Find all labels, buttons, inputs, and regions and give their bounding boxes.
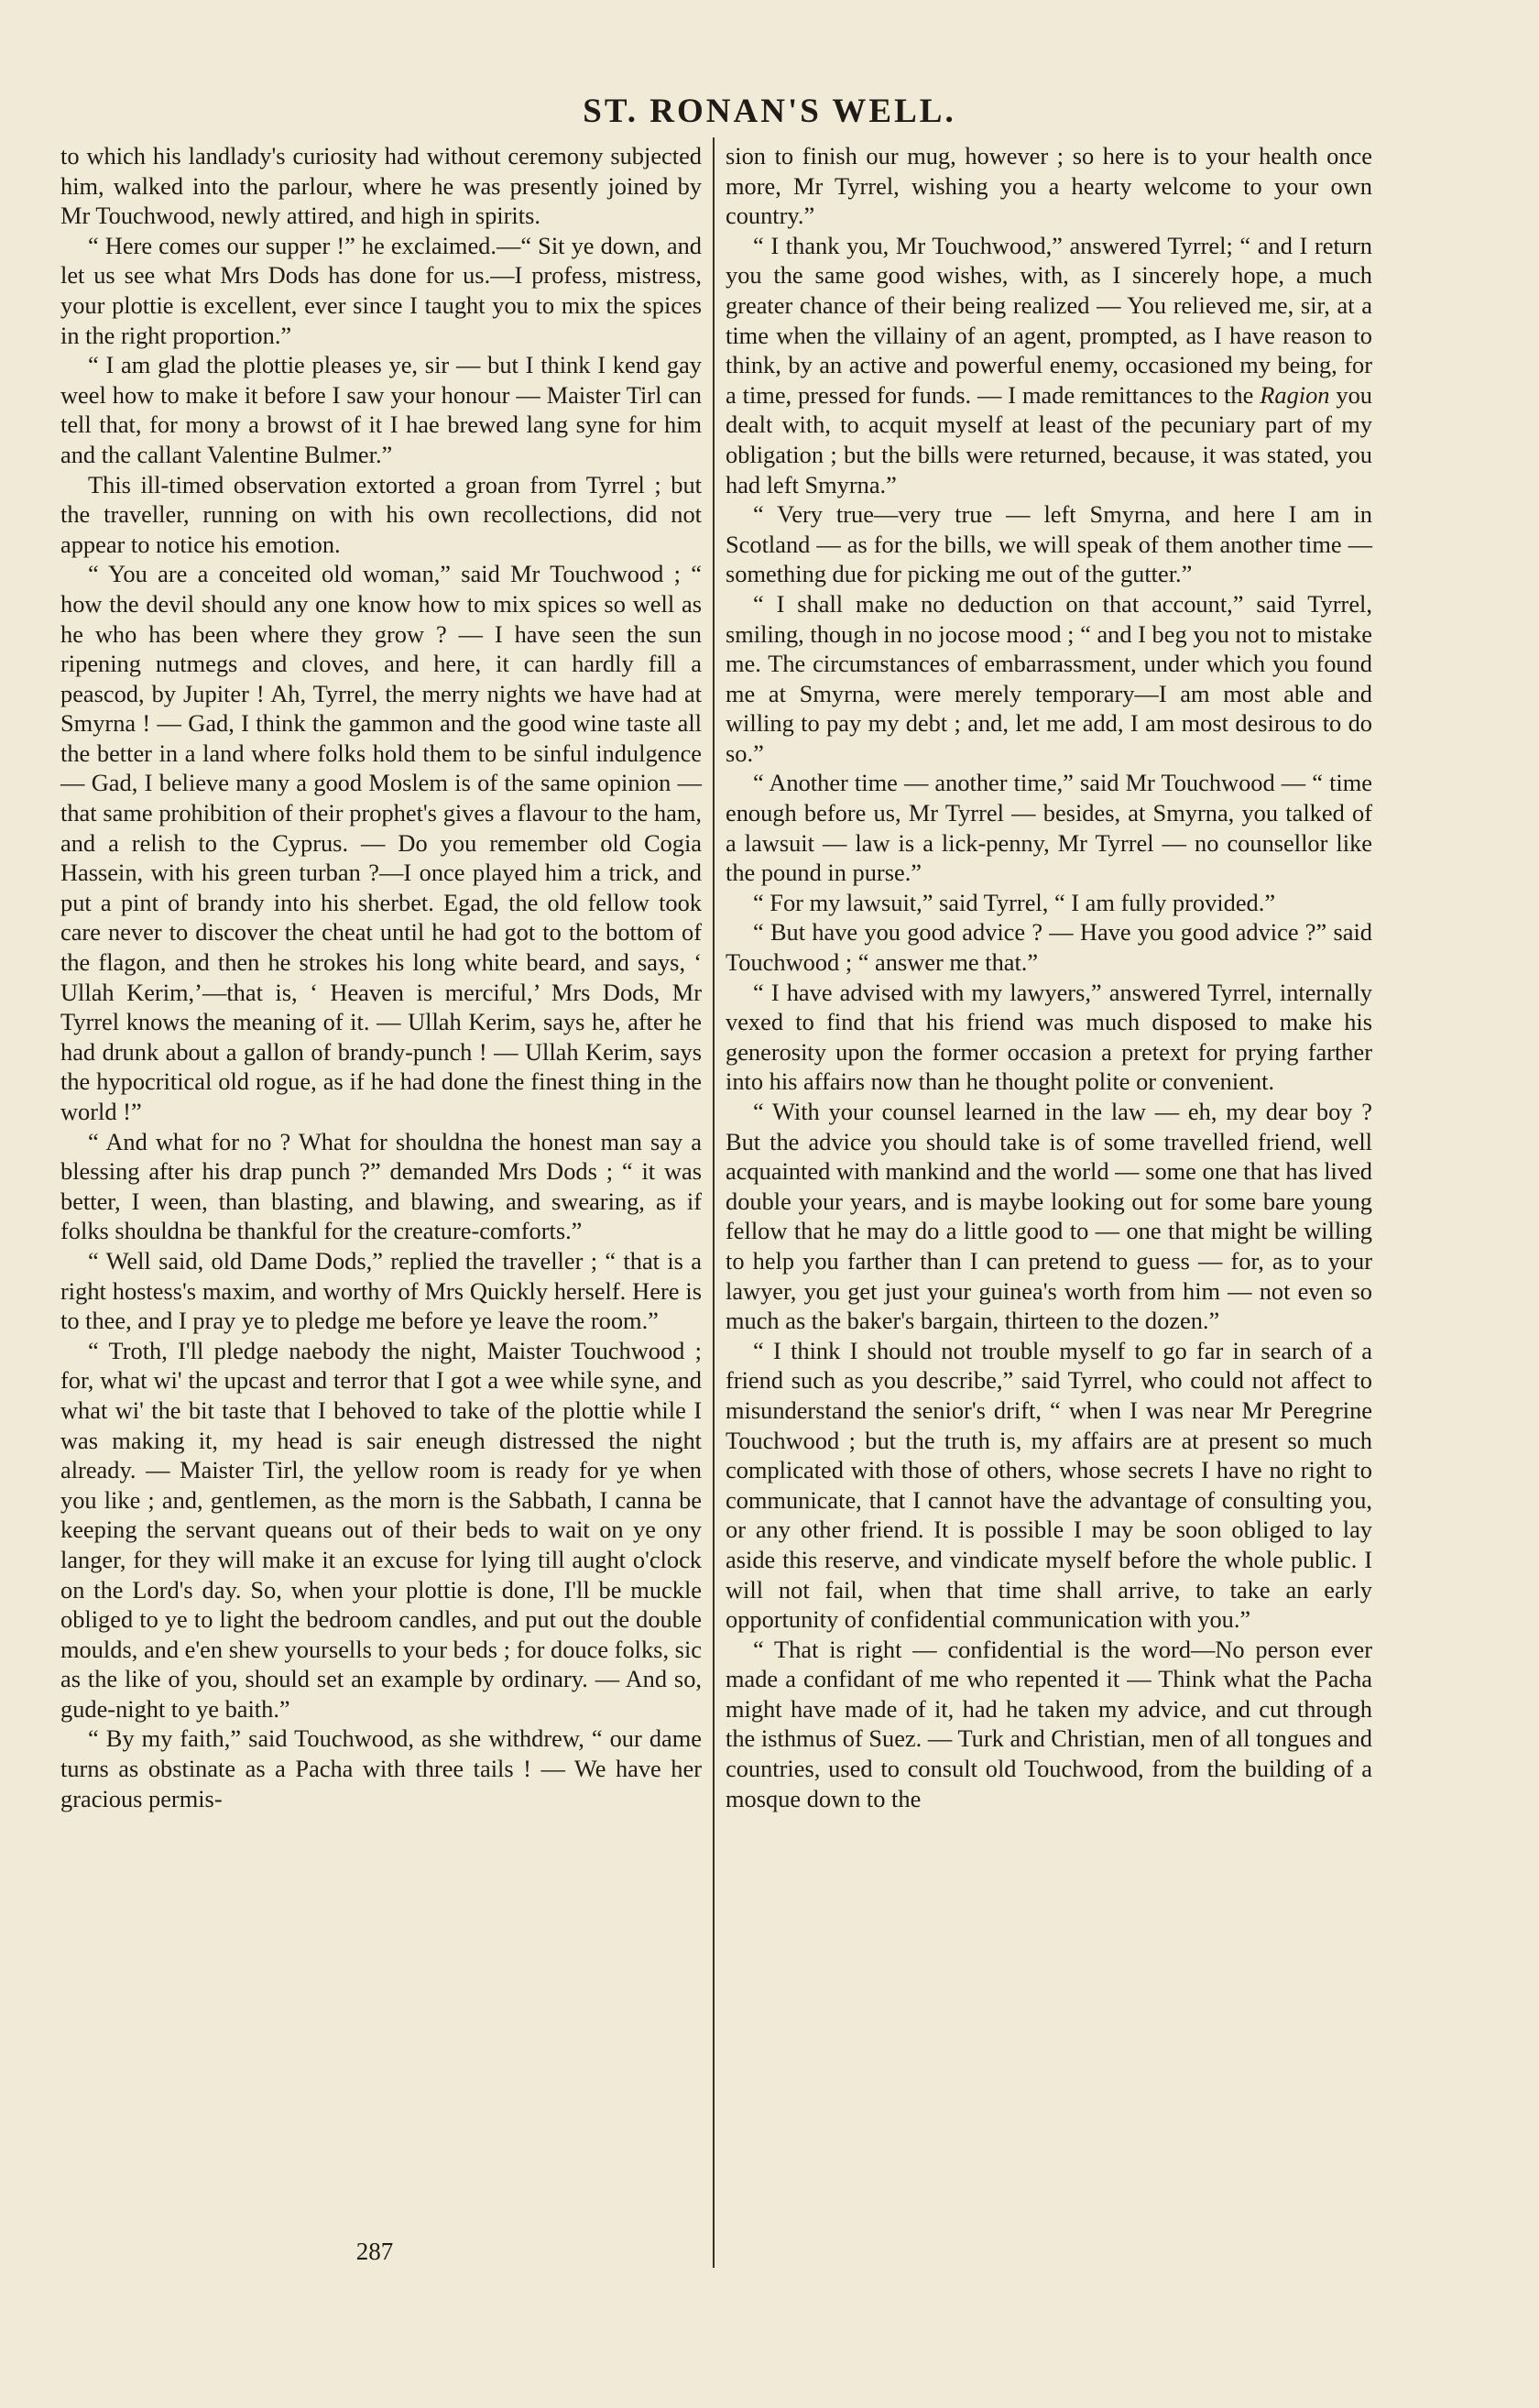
paragraph: “ You are a conceited old woman,” said Mr Touchwood ; “ how the devil should any one know how to mix spices so well as he who has been where they grow ? — I have seen the sun ripening nutmegs and cloves, and here, it can hardly fill a peascod, by Jupiter ! Ah, Tyrrel, the merry nights we have had at Smyrna ! — Gad, I think the gammon and the good wine taste all the better in a land where folks hold them to be sinful indulgence — Gad, I believe many a good Moslem is of the same opinion — that same prohibition of their prophet's gives a flavour to the ham, and a relish to the Cyprus. — Do you remember old Cogia Hassein, with his green turban ?—I once played him a trick, and put a pint of brandy into his sherbet. Egad, the old fellow took care never to discover the cheat until he had got to the bottom of the flagon, and then he strokes his long white beard, and says, ‘ Ullah Kerim,’—that is, ‘ Heaven is merciful,’ Mrs Dods, Mr Tyrrel knows the meaning of it. — Ullah Kerim, says he, after he had drunk about a gallon of brandy-punch ! — Ullah Kerim, says the hypocritical old rogue, as if he had done the finest thing in the world !” <box>60 560 702 1125</box>
paragraph: “ And what for no ? What for shouldna the honest man say a blessing after his drap punch ?” demanded Mrs Dods ; “ it was better, I ween, than blasting, and blawing, and swearing, as if folks shouldna be thankful for the creature-comforts.” <box>60 1127 702 1245</box>
column-divider <box>713 137 715 2268</box>
italic-term: Ragion <box>1260 380 1330 409</box>
paragraph: “ Troth, I'll pledge naebody the night, Maister Touchwood ; for, what wi' the upcast and terror that I got a wee while syne, and what wi' the bit taste that I behoved to take of the plottie while I was making it, my head is sair eneugh distressed the night already. — Maister Tirl, the yellow room is ready for ye when you like ; and, gentlemen, as the morn is the Sabbath, I canna be keeping the servant queans out of their beds to wait on ye ony langer, for they will make it an excuse for lying till aught o'clock on the Lord's day. So, when your plottie is done, I'll be muckle obliged to ye to light the bedroom candles, and put out the double moulds, and e'en shew yoursells to your beds ; for douce folks, sic as the like of you, should set an example by ordinary. — And so, gude-night to ye baith.” <box>60 1336 702 1723</box>
page-number: 287 <box>355 2238 394 2265</box>
paragraph: “ I have advised with my lawyers,” answered Tyrrel, internally vexed to find that his friend was much disposed to make his generosity upon the former occasion a pretext for prying farther into his affairs now than he thought polite or convenient. <box>726 978 1372 1096</box>
left-text-column <box>60 141 702 1813</box>
paragraph: “ Very true—very true — left Smyrna, and here I am in Scotland — as for the bills, we will speak of them another time — something due for picking me out of the gutter.” <box>726 500 1372 588</box>
paragraph: “ I shall make no deduction on that account,” said Tyrrel, smiling, though in no jocose mood ; “ and I beg you not to mistake me. The circumstances of embarrassment, under which you found me at Smyrna, were merely temporary—I am most able and willing to pay my debt ; and, let me add, I am most desirous to do so.” <box>726 589 1372 767</box>
paragraph: “ Well said, old Dame Dods,” replied the traveller ; “ that is a right hostess's maxim, and worthy of Mrs Quickly herself. Here is to thee, and I pray ye to pledge me before ye leave the room.” <box>60 1246 702 1335</box>
paragraph: “ Here comes our supper !” he exclaimed.—“ Sit ye down, and let us see what Mrs Dods has done for us.—I profess, mistress, your plottie is excellent, ever since I taught you to mix the spices in the right proportion.” <box>60 231 702 349</box>
paragraph: “ Another time — another time,” said Mr Touchwood — “ time enough before us, Mr Tyrrel — besides, at Smyrna, you talked of a lawsuit — law is a lick-penny, Mr Tyrrel — no counsellor like the pound in purse.” <box>726 769 1372 887</box>
paragraph: “ I am glad the plottie pleases ye, sir — but I think I kend gay weel how to make it before I saw your honour — Maister Tirl can tell that, for mony a browst of it I hae brewed lang syne for him and the callant Valentine Bulmer.” <box>60 351 702 468</box>
paragraph: “ With your counsel learned in the law — eh, my dear boy ? But the advice you should take is of some travelled friend, well acquainted with mankind and the world — some one that has lived double your years, and is maybe looking out for some bare young fellow that he may do a little good to — one that might be willing to help you farther than I can pretend to guess — for, as to your lawyer, you get just your guinea's worth from him — not even so much as the baker's bargain, thirteen to the dozen.” <box>726 1098 1372 1335</box>
paragraph: “ For my lawsuit,” said Tyrrel, “ I am fully provided.” <box>753 888 1276 916</box>
paragraph: This ill-timed observation extorted a groan from Tyrrel ; but the traveller, running on with his own recollections, did not appear to notice his emotion. <box>60 470 702 558</box>
paragraph: “ I thank you, Mr Touchwood,” answered Tyrrel; “ and I return you the same good wishes, with, as I sincerely hope, a much greater chance of their being realized — You relieved me, sir, at a time when the villainy of an agent, prompted, as I have reason to think, by an active and powerful enemy, occasioned my being, for a time, pressed for funds. — I made remittances to the Ragion you dealt with, to acquit myself at least of the pecuniary part of my obligation ; but the bills were returned, because, it was stated, you had left Smyrna.” <box>726 231 1372 498</box>
paragraph: “ By my faith,” said Touchwood, as she withdrew, “ our dame turns as obstinate as a Pacha with three tails ! — We have her gracious permis- <box>60 1724 702 1812</box>
right-text-column <box>726 141 1372 1813</box>
paragraph: “ That is right — confidential is the word—No person ever made a confidant of me who repented it — Think what the Pacha might have made of it, had he taken my advice, and cut through the isthmus of Suez. — Turk and Christian, men of all tongues and countries, used to consult old Touchwood, from the building of a mosque down to the <box>726 1635 1372 1812</box>
paragraph: “ I think I should not trouble myself to go far in search of a friend such as you describe,” said Tyrrel, who could not affect to misunderstand the senior's drift, “ when I was near Mr Peregrine Touchwood ; but the truth is, my affairs are at present so much complicated with those of others, whose secrets I have no right to communicate, that I cannot have the advantage of consulting you, or any other friend. It is possible I may be soon obliged to lay aside this reserve, and vindicate myself before the whole public. I will not fail, when that time shall arrive, to take an early opportunity of confidential communication with you.” <box>726 1336 1372 1634</box>
paragraph: “ But have you good advice ? — Have you good advice ?” said Touchwood ; “ answer me that.” <box>726 918 1372 977</box>
paragraph: sion to finish our mug, however ; so here is to your health once more, Mr Tyrrel, wishing you a hearty welcome to your own country.” <box>726 142 1372 230</box>
paragraph: to which his landlady's curiosity had without ceremony subjected him, walked into the parlour, where he was presently joined by Mr Touchwood, newly attired, and high in spirits. <box>60 142 702 230</box>
running-header: ST. RONAN'S WELL. <box>583 93 956 130</box>
